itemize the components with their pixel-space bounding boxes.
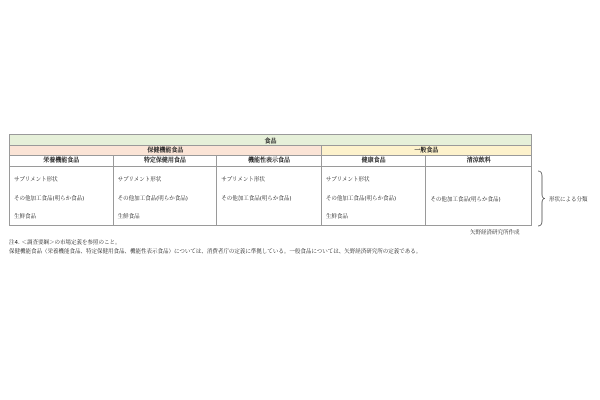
item-supplement: サプリメント形状 [117, 177, 162, 183]
item-supplement: サプリメント形状 [221, 177, 265, 183]
body-col-health [322, 167, 427, 225]
category-header-row [10, 156, 531, 167]
table-body-row [10, 167, 531, 225]
item-fresh: 生鮮食品 [117, 214, 140, 220]
item-fresh: 生鮮食品 [325, 214, 348, 220]
table-top-header: 食品 [10, 135, 531, 146]
side-label: 形状による分類 [549, 197, 588, 203]
item-processed: その他加工食品(明らか食品) [117, 196, 188, 202]
body-col-functional [217, 167, 322, 225]
category-functional-claims: 機能性表示食品 [217, 156, 322, 167]
item-fresh: 生鮮食品 [14, 214, 37, 220]
item-processed: その他加工食品(明らか食品) [325, 196, 397, 202]
category-health-food: 健康食品 [322, 156, 427, 167]
body-col-drinks [426, 167, 531, 225]
body-col-nutrient [10, 167, 114, 225]
group-general-food: 一般食品 [322, 146, 531, 156]
item-processed: その他加工食品(明らか食品) [430, 197, 501, 203]
note-line-1: 注4. ＜調査要綱＞の市場定義を参照のこと。 [9, 240, 121, 246]
category-foshu: 特定保健用食品 [114, 156, 218, 167]
item-processed: その他加工食品(明らか食品) [14, 196, 85, 202]
note-line-2: 保健機能食品（栄養機能食品、特定保健用食品、機能性表示食品）については、消費者庁の定義に準拠している。一般食品については、矢野経済研究所の定義である。 [9, 249, 422, 255]
item-supplement: サプリメント形状 [14, 177, 58, 183]
food-classification-table [9, 134, 532, 226]
item-supplement: サプリメント形状 [325, 177, 370, 183]
category-nutrient-function: 栄養機能食品 [10, 156, 114, 167]
group-header-row [10, 146, 531, 156]
group-health-functional: 保健機能食品 [10, 146, 322, 156]
right-brace-icon [537, 170, 545, 227]
body-col-foshu [114, 167, 218, 225]
source-credit: 矢野経済研究所作成 [470, 230, 520, 236]
category-soft-drinks: 清涼飲料 [426, 156, 531, 167]
item-processed: その他加工食品(明らか食品) [221, 196, 292, 202]
